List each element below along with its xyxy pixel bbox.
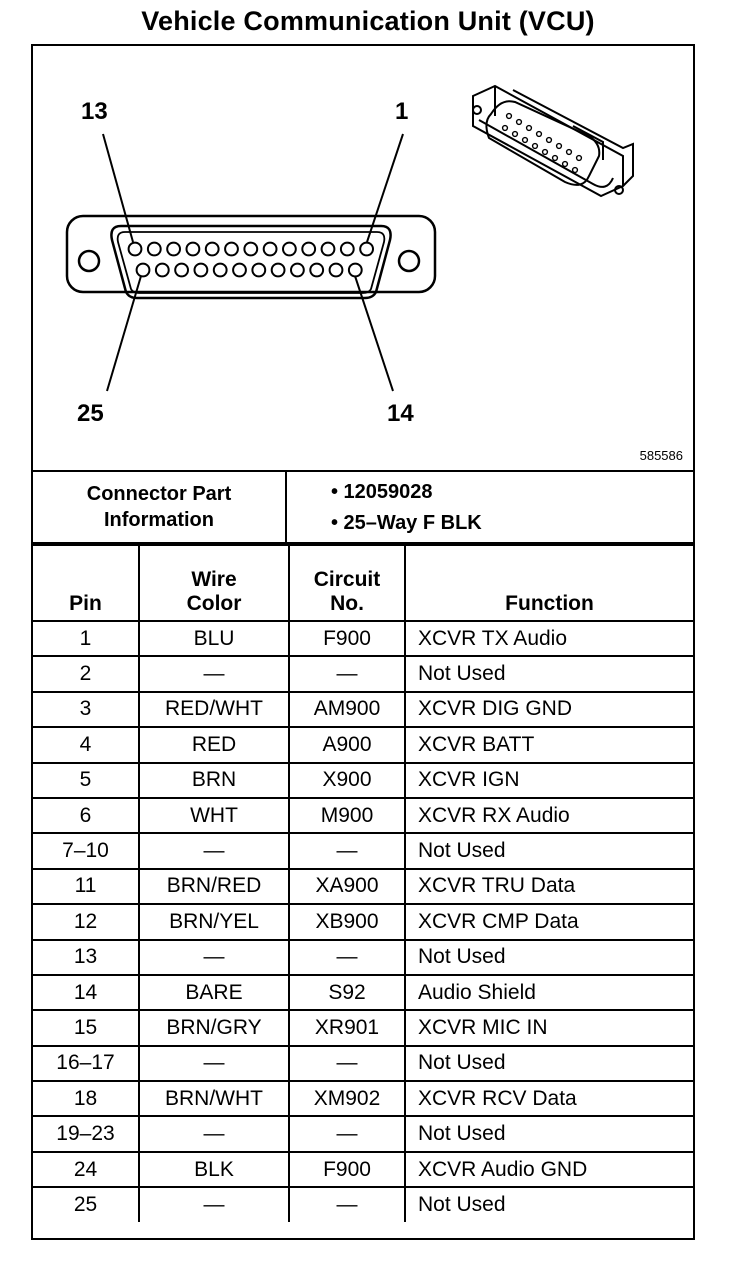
connector-label-line2: Information — [104, 509, 214, 531]
cell-pin: 18 — [33, 1081, 139, 1116]
table-row — [33, 798, 693, 833]
cell-circuit: XM902 — [289, 1081, 405, 1116]
connector-face-drawing — [33, 46, 693, 470]
cell-wire-color: BRN/WHT — [139, 1081, 289, 1116]
pin-hole — [310, 264, 323, 277]
cell-pin: 13 — [33, 940, 139, 975]
cell-wire-color: RED/WHT — [139, 692, 289, 727]
cell-function: Not Used — [405, 1116, 693, 1151]
cell-pin: 14 — [33, 975, 139, 1010]
cell-circuit: XR901 — [289, 1010, 405, 1045]
pin-hole — [187, 243, 200, 256]
cell-wire-color: BARE — [139, 975, 289, 1010]
table-row — [33, 940, 693, 975]
cell-pin: 3 — [33, 692, 139, 727]
cell-circuit: AM900 — [289, 692, 405, 727]
cell-function: Not Used — [405, 833, 693, 868]
cell-wire-color: — — [139, 940, 289, 975]
pin-label-1: 1 — [395, 98, 409, 125]
pin-hole — [233, 264, 246, 277]
cell-pin: 24 — [33, 1152, 139, 1187]
pin-hole — [330, 264, 343, 277]
cell-circuit: S92 — [289, 975, 405, 1010]
cell-circuit: F900 — [289, 621, 405, 656]
connector-sheet — [31, 44, 695, 1240]
reference-number: 585586 — [639, 448, 683, 463]
cell-function: XCVR MIC IN — [405, 1010, 693, 1045]
pin-label-14: 14 — [387, 400, 414, 427]
connector-part-number: • 12059028 — [331, 481, 433, 503]
page-title: Vehicle Communication Unit (VCU) — [141, 6, 595, 36]
cell-circuit: XB900 — [289, 904, 405, 939]
connector-label-line1: Connector Part — [86, 483, 232, 505]
connector-diagram — [33, 46, 693, 472]
cell-circuit: X900 — [289, 763, 405, 798]
cell-function: XCVR Audio GND — [405, 1152, 693, 1187]
cell-wire-color: RED — [139, 727, 289, 762]
pin-hole — [349, 264, 362, 277]
cell-circuit: — — [289, 1046, 405, 1081]
connector-part-info — [33, 472, 693, 544]
cell-wire-color: — — [139, 1116, 289, 1151]
connector-description: • 25–Way F BLK — [331, 512, 482, 534]
cell-circuit: — — [289, 656, 405, 691]
table-row — [33, 1152, 693, 1187]
pin-hole — [252, 264, 265, 277]
pinout-table — [33, 544, 693, 1222]
table-header-row — [33, 545, 693, 621]
pin-hole — [322, 243, 335, 256]
cell-function: Not Used — [405, 1187, 693, 1221]
pin-hole — [244, 243, 257, 256]
pin-hole — [206, 243, 219, 256]
cell-pin: 1 — [33, 621, 139, 656]
cell-function: XCVR BATT — [405, 727, 693, 762]
cell-pin: 11 — [33, 869, 139, 904]
cell-circuit: — — [289, 1187, 405, 1221]
cell-function: XCVR RX Audio — [405, 798, 693, 833]
table-row — [33, 763, 693, 798]
cell-pin: 16–17 — [33, 1046, 139, 1081]
cell-circuit: — — [289, 1116, 405, 1151]
connector-part-label — [33, 472, 287, 542]
pin-hole — [341, 243, 354, 256]
pin-hole — [291, 264, 304, 277]
cell-wire-color: WHT — [139, 798, 289, 833]
cell-wire-color: — — [139, 1046, 289, 1081]
cell-circuit: — — [289, 833, 405, 868]
cell-wire-color: BRN/YEL — [139, 904, 289, 939]
cell-wire-color: — — [139, 1187, 289, 1221]
cell-wire-color: BLU — [139, 621, 289, 656]
table-row — [33, 1081, 693, 1116]
cell-pin: 25 — [33, 1187, 139, 1221]
pin-hole — [195, 264, 208, 277]
cell-circuit: XA900 — [289, 869, 405, 904]
table-row — [33, 1010, 693, 1045]
cell-function: Audio Shield — [405, 975, 693, 1010]
cell-pin: 5 — [33, 763, 139, 798]
cell-wire-color: BRN — [139, 763, 289, 798]
cell-wire-color: — — [139, 656, 289, 691]
pin-hole — [214, 264, 227, 277]
cell-function: XCVR TX Audio — [405, 621, 693, 656]
header-pin: Pin — [33, 545, 139, 621]
cell-wire-color: BRN/RED — [139, 869, 289, 904]
cell-circuit: M900 — [289, 798, 405, 833]
pin-hole — [137, 264, 150, 277]
cell-wire-color: BRN/GRY — [139, 1010, 289, 1045]
connector-part-values — [331, 477, 482, 539]
cell-circuit: — — [289, 940, 405, 975]
table-row — [33, 833, 693, 868]
pin-hole — [360, 243, 373, 256]
header-wire-color: Wire Color — [139, 545, 289, 621]
pin-hole — [156, 264, 169, 277]
table-row — [33, 1187, 693, 1221]
cell-function: XCVR RCV Data — [405, 1081, 693, 1116]
pin-hole — [225, 243, 238, 256]
cell-pin: 7–10 — [33, 833, 139, 868]
pin-label-25: 25 — [77, 400, 104, 427]
table-row — [33, 904, 693, 939]
header-circuit: Circuit No. — [289, 545, 405, 621]
cell-function: Not Used — [405, 656, 693, 691]
pin-hole — [175, 264, 188, 277]
cell-function: XCVR TRU Data — [405, 869, 693, 904]
table-row — [33, 975, 693, 1010]
table-row — [33, 621, 693, 656]
cell-pin: 6 — [33, 798, 139, 833]
cell-pin: 15 — [33, 1010, 139, 1045]
cell-function: Not Used — [405, 940, 693, 975]
table-row — [33, 1116, 693, 1151]
pin-hole — [283, 243, 296, 256]
cell-function: XCVR CMP Data — [405, 904, 693, 939]
cell-pin: 4 — [33, 727, 139, 762]
pin-label-13: 13 — [81, 98, 108, 125]
table-row — [33, 1046, 693, 1081]
pin-hole — [129, 243, 142, 256]
pin-hole — [264, 243, 277, 256]
cell-circuit: F900 — [289, 1152, 405, 1187]
cell-pin: 2 — [33, 656, 139, 691]
cell-wire-color: — — [139, 833, 289, 868]
cell-wire-color: BLK — [139, 1152, 289, 1187]
cell-function: Not Used — [405, 1046, 693, 1081]
cell-pin: 12 — [33, 904, 139, 939]
pin-hole — [272, 264, 285, 277]
table-row — [33, 727, 693, 762]
header-function: Function — [405, 545, 693, 621]
cell-pin: 19–23 — [33, 1116, 139, 1151]
pin-hole — [167, 243, 180, 256]
table-row — [33, 692, 693, 727]
cell-circuit: A900 — [289, 727, 405, 762]
pin-hole — [302, 243, 315, 256]
cell-function: XCVR IGN — [405, 763, 693, 798]
cell-function: XCVR DIG GND — [405, 692, 693, 727]
pin-hole — [148, 243, 161, 256]
table-row — [33, 869, 693, 904]
table-row — [33, 656, 693, 691]
